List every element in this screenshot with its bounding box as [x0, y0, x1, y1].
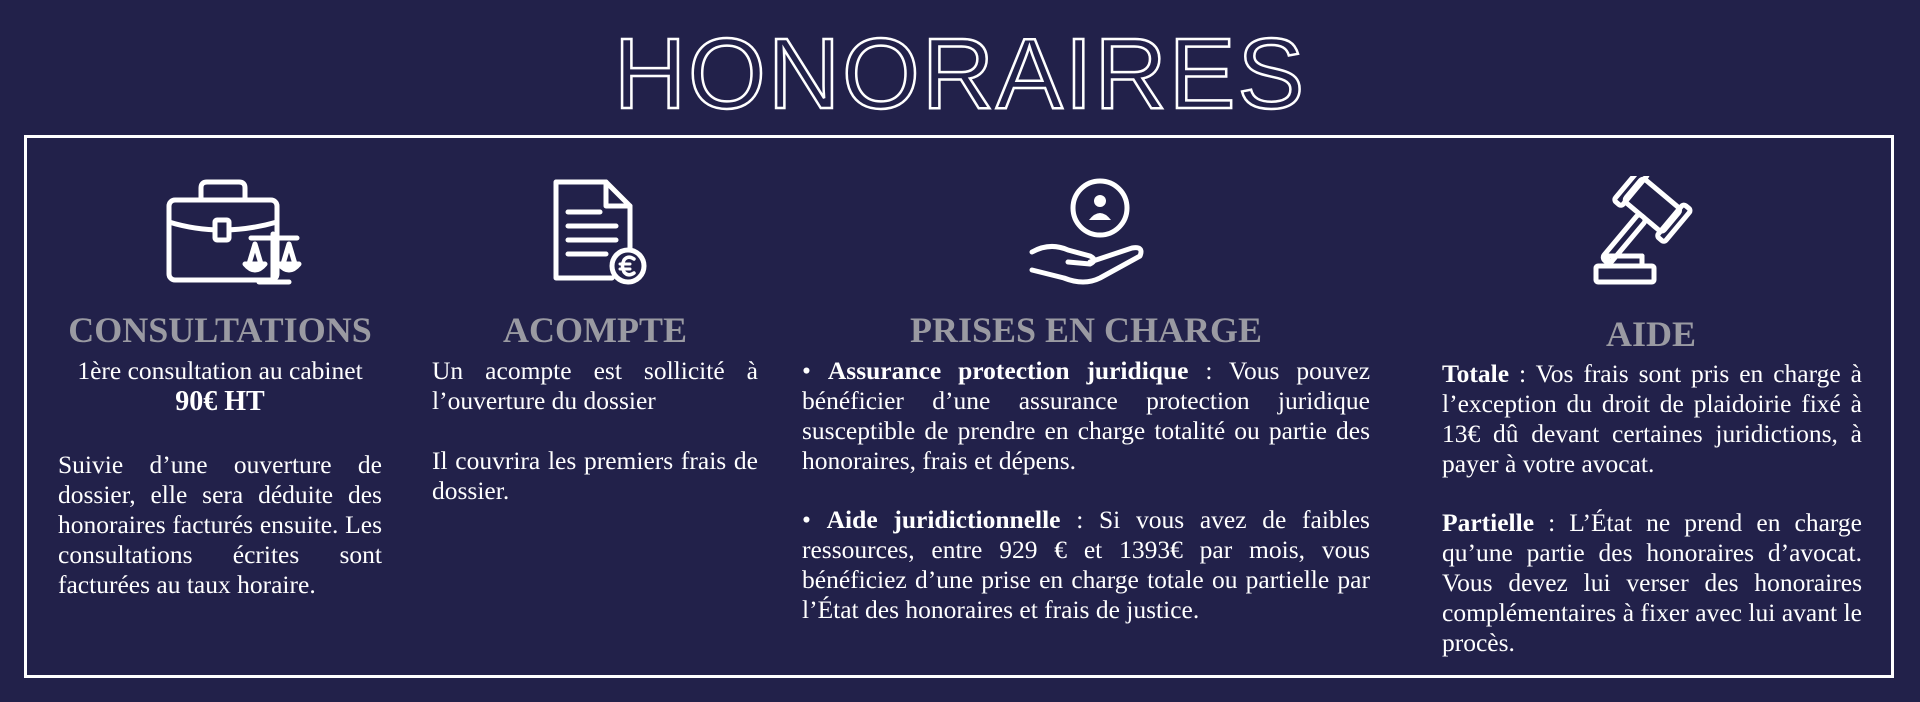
briefcase-scales-icon	[165, 178, 305, 286]
consultation-price: 90€ HT	[175, 386, 265, 417]
acompte-paragraph-2: Il couvrira les premiers frais de dossier.	[432, 446, 758, 505]
prise-label-aide: Aide juridictionnelle	[826, 505, 1061, 534]
aide-label-totale: Totale	[1442, 359, 1510, 388]
prise-item-aide	[802, 505, 1370, 625]
prise-label-assurance: Assurance protection juridique	[827, 356, 1189, 385]
hand-person-icon	[1028, 178, 1146, 288]
heading-consultations: CONSULTATIONS	[68, 310, 372, 350]
bullet: •	[802, 505, 811, 534]
prise-item-assurance	[802, 356, 1370, 476]
aide-item-partielle	[1442, 508, 1862, 658]
aide-text-totale: : Vos frais sont pris en charge à l’exception du droit de plaidoirie fixé à 13€ dû devant certaines juridictions, à payer à votre avocat.	[1442, 359, 1862, 478]
consultation-first-line: 1ère consultation au cabinet	[77, 356, 363, 385]
consultation-body: Suivie d’une ouverture de dossier, elle sera déduite des honoraires facturés ensuite. Les consultations écrites sont facturées au taux horaire.	[58, 450, 382, 599]
acompte-paragraph-1: Un acompte est sollicité à l’ouverture du dossier	[432, 356, 758, 415]
prise-text-aide: : Si vous avez de faibles ressources, entre 929 € et 1393€ par mois, vous bénéficiez d’une prise en charge totale ou partielle par l’État des honoraires et frais de justice.	[802, 505, 1370, 624]
aide-label-partielle: Partielle	[1442, 508, 1535, 537]
page-title: HONORAIRES	[613, 18, 1307, 130]
document-euro-icon	[550, 178, 650, 286]
heading-aide: AIDE	[1605, 314, 1697, 354]
heading-prises-en-charge: PRISES EN CHARGE	[909, 310, 1263, 350]
heading-acompte: ACOMPTE	[503, 310, 687, 350]
bullet: •	[802, 356, 811, 385]
aide-text-partielle: : L’État ne prend en charge qu’une partie des honoraires d’avocat. Vous devez lui verser des honoraires complémentaires à fixer avec lui avant le procès.	[1442, 508, 1862, 657]
prise-text-assurance: : Vous pouvez bénéficier d’une assurance protection juridique susceptible de prendre en charge totalité ou partie des honoraires, frais et dépens.	[802, 356, 1371, 475]
gavel-icon	[1592, 176, 1710, 288]
aide-item-totale	[1442, 359, 1862, 479]
